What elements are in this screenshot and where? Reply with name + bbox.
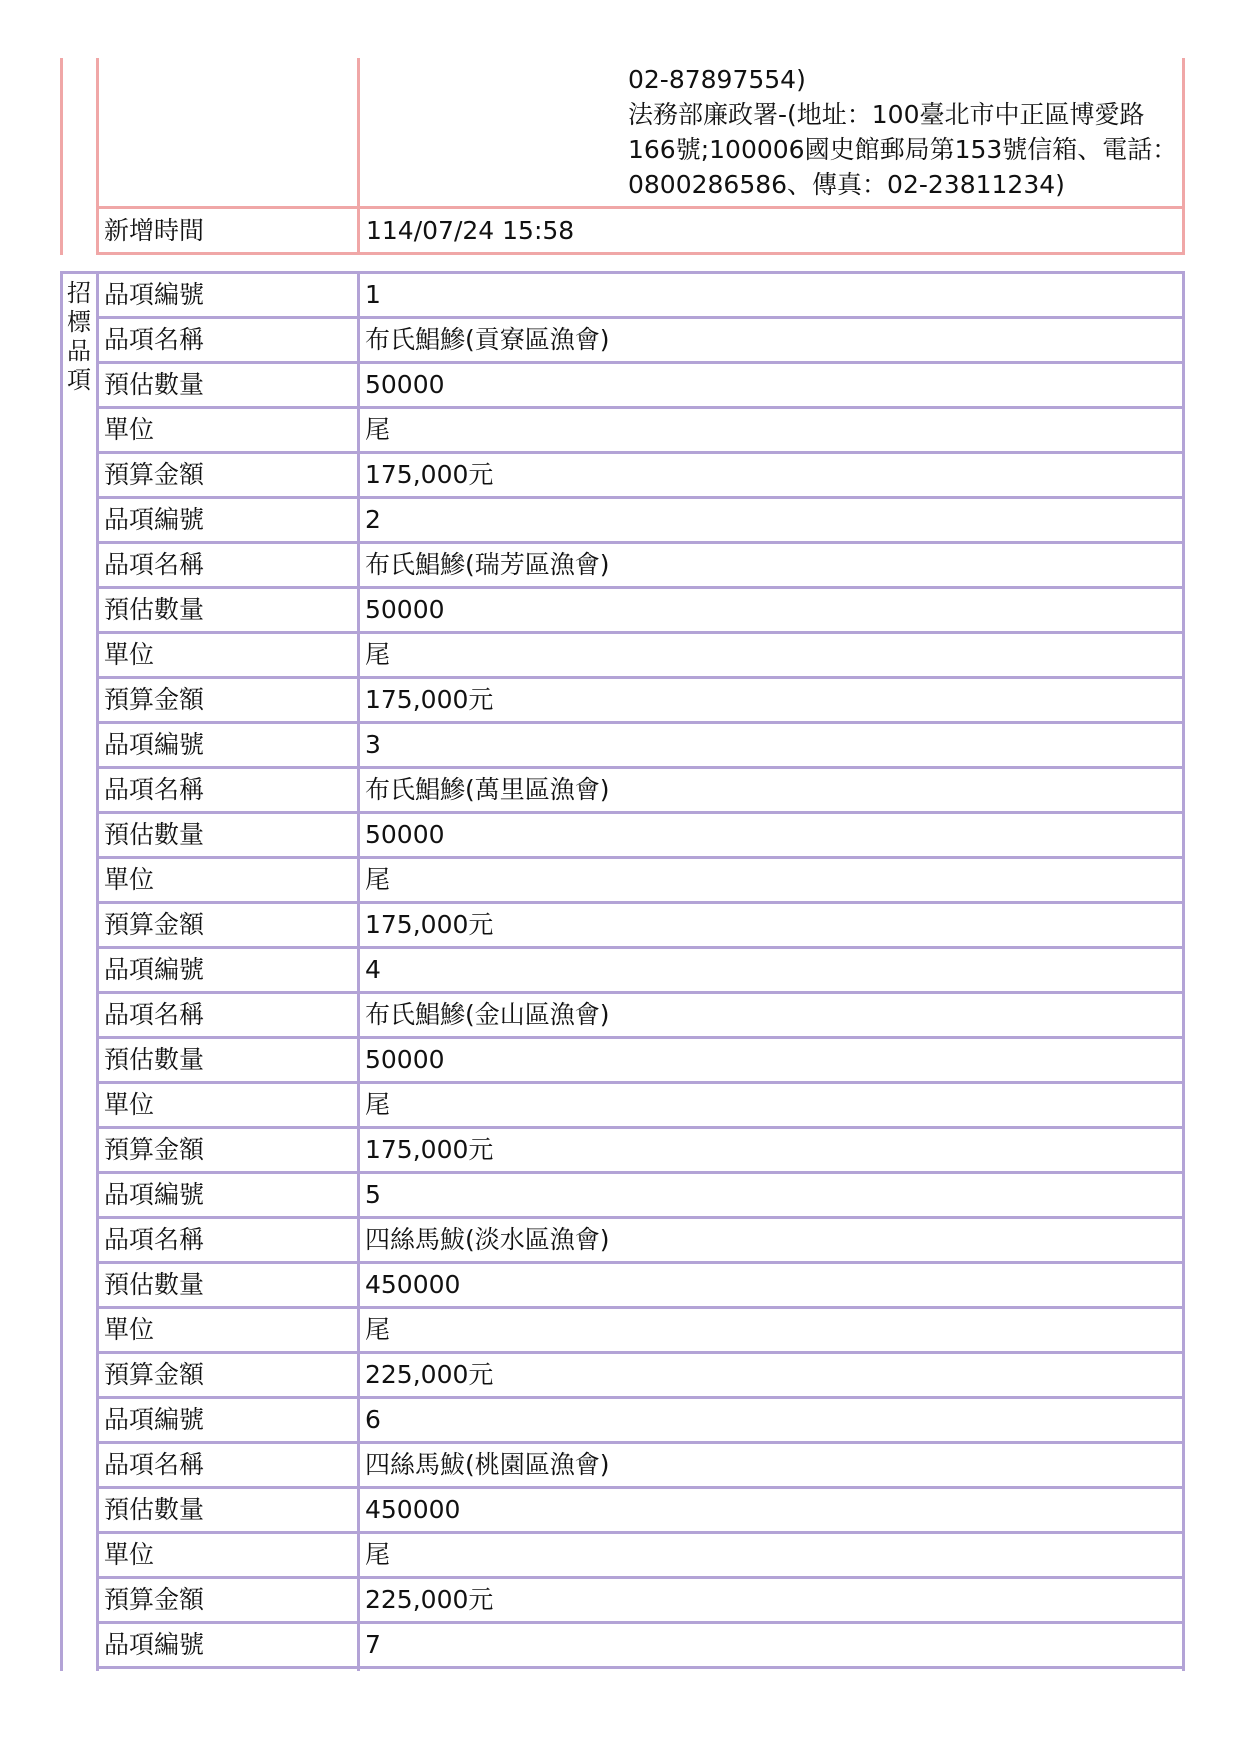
tender-items-table <box>60 271 1185 1671</box>
table-row <box>99 1174 1182 1219</box>
table-border <box>96 58 99 255</box>
row-value: 6 <box>365 1405 381 1434</box>
table-row <box>99 409 1182 454</box>
row-label: 品項編號 <box>104 1180 205 1209</box>
row-value: 50000 <box>365 820 445 849</box>
row-label: 品項編號 <box>104 505 205 534</box>
row-value: 尾 <box>365 1090 391 1119</box>
row-label: 品項名稱 <box>104 775 205 804</box>
row-value: 尾 <box>365 1540 391 1569</box>
row-value: 布氏鯧鰺(貢寮區漁會) <box>365 325 610 354</box>
item-rows <box>99 274 1182 1669</box>
row-label: 品項名稱 <box>104 1225 205 1254</box>
row-value: 布氏鯧鰺(萬里區漁會) <box>365 775 610 804</box>
row-label: 預算金額 <box>104 1360 205 1389</box>
row-value: 175,000元 <box>365 685 494 714</box>
table-row <box>99 724 1182 769</box>
table-border <box>1182 58 1185 255</box>
row-label: 品項名稱 <box>104 1450 205 1479</box>
row-value: 布氏鯧鰺(金山區漁會) <box>365 1000 610 1029</box>
row-value: 175,000元 <box>365 460 494 489</box>
table-row <box>99 454 1182 499</box>
table-row <box>99 1444 1182 1489</box>
table-border <box>60 58 63 255</box>
row-value: 225,000元 <box>365 1585 494 1614</box>
table-row <box>99 1534 1182 1579</box>
table-row <box>99 949 1182 994</box>
row-label: 品項編號 <box>104 280 205 309</box>
row-value: 225,000元 <box>365 1360 494 1389</box>
table-row <box>99 1264 1182 1309</box>
row-value: 尾 <box>365 1315 391 1344</box>
row-label: 單位 <box>104 1090 155 1119</box>
table-row <box>99 994 1182 1039</box>
row-value: 5 <box>365 1180 381 1209</box>
row-label: 預估數量 <box>104 820 205 849</box>
row-value: 尾 <box>365 415 391 444</box>
row-label: 預估數量 <box>104 1495 205 1524</box>
table-row <box>99 499 1182 544</box>
table-border <box>1182 271 1185 1671</box>
table-row <box>99 1399 1182 1444</box>
row-label: 預算金額 <box>104 1585 205 1614</box>
table-row <box>99 1489 1182 1534</box>
row-value: 50000 <box>365 370 445 399</box>
table-border <box>96 206 1185 209</box>
added-time-value: 114/07/24 15:58 <box>366 216 575 245</box>
row-value: 50000 <box>365 1045 445 1074</box>
row-label: 品項名稱 <box>104 325 205 354</box>
row-label: 品項編號 <box>104 730 205 759</box>
row-label: 品項編號 <box>104 1630 205 1659</box>
row-value: 3 <box>365 730 381 759</box>
table-row <box>99 904 1182 949</box>
row-value: 175,000元 <box>365 1135 494 1164</box>
row-label: 預估數量 <box>104 1045 205 1074</box>
table-row <box>99 769 1182 814</box>
row-label: 預算金額 <box>104 910 205 939</box>
row-value: 450000 <box>365 1495 461 1524</box>
row-value: 1 <box>365 280 381 309</box>
row-value: 四絲馬鮁(淡水區漁會) <box>365 1225 610 1254</box>
table-border <box>60 271 63 1671</box>
row-value: 450000 <box>365 1270 461 1299</box>
table-row <box>99 274 1182 319</box>
table-row <box>99 589 1182 634</box>
added-time-label: 新增時間 <box>104 216 205 245</box>
group-label: 招標品項 <box>67 279 91 394</box>
table-row <box>99 679 1182 724</box>
row-value: 7 <box>365 1630 381 1659</box>
row-label: 單位 <box>104 1540 155 1569</box>
row-label: 預算金額 <box>104 1135 205 1164</box>
row-label: 預算金額 <box>104 685 205 714</box>
table-row <box>99 1579 1182 1624</box>
row-label: 預算金額 <box>104 460 205 489</box>
table-row <box>99 814 1182 859</box>
table-row <box>99 1129 1182 1174</box>
row-value: 四絲馬鮁(桃園區漁會) <box>365 1450 610 1479</box>
table-row <box>99 1219 1182 1264</box>
row-value: 布氏鯧鰺(瑞芳區漁會) <box>365 550 610 579</box>
table-row <box>99 1354 1182 1399</box>
row-label: 單位 <box>104 415 155 444</box>
row-label: 品項編號 <box>104 955 205 984</box>
table-row <box>99 859 1182 904</box>
row-label: 品項編號 <box>104 1405 205 1434</box>
row-label: 單位 <box>104 640 155 669</box>
table-row <box>99 1039 1182 1084</box>
row-value: 2 <box>365 505 381 534</box>
table-border <box>357 58 360 255</box>
row-label: 品項名稱 <box>104 1000 205 1029</box>
table-row <box>99 634 1182 679</box>
row-value: 175,000元 <box>365 910 494 939</box>
row-value: 50000 <box>365 595 445 624</box>
row-label: 預估數量 <box>104 370 205 399</box>
contact-info-text: 02-87897554) 法務部廉政署-(地址：100臺北市中正區博愛路166號;100006國史館郵局第153號信箱、電話：0800286586、傳真：02-23811234) <box>628 65 1178 199</box>
table-row <box>99 364 1182 409</box>
table-row <box>99 1624 1182 1669</box>
row-label: 預估數量 <box>104 595 205 624</box>
table-row <box>99 1084 1182 1129</box>
row-label: 品項名稱 <box>104 550 205 579</box>
row-value: 4 <box>365 955 381 984</box>
table-border <box>96 252 1185 255</box>
row-label: 單位 <box>104 1315 155 1344</box>
row-value: 尾 <box>365 865 391 894</box>
row-label: 預估數量 <box>104 1270 205 1299</box>
table-row <box>99 544 1182 589</box>
row-label: 單位 <box>104 865 155 894</box>
row-value: 尾 <box>365 640 391 669</box>
table-row <box>99 1309 1182 1354</box>
table-row <box>99 319 1182 364</box>
